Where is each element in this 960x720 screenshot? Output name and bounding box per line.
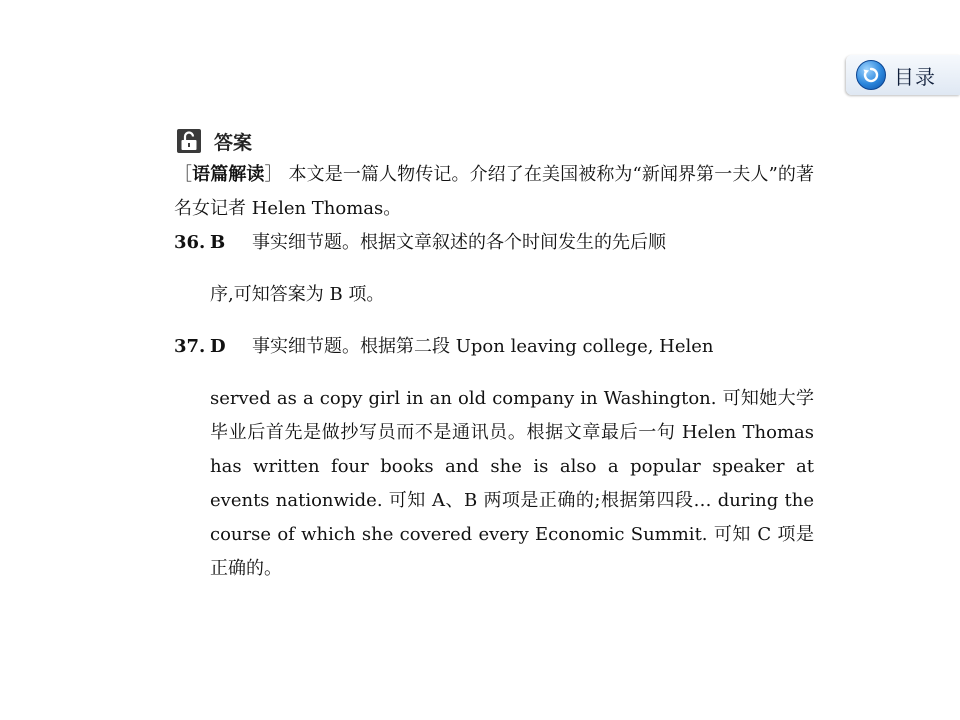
question-answer: D [210,336,226,357]
question-36 [174,226,814,312]
question-37 [174,330,814,586]
refresh-circle-icon [856,60,886,90]
passage-text: 本文是一篇人物传记。介绍了在美国被称为“新闻界第一夫人”的著名女记者 Helen Thomas。 [174,164,815,219]
answer-content [174,158,814,604]
passage-label-open: ［ [174,164,193,185]
toc-button[interactable] [846,55,960,95]
question-number: 36. [174,232,206,253]
question-explanation: 事实细节题。根据第二段 Upon leaving college, Helen [252,336,714,357]
toc-label: 目录 [894,64,936,89]
passage-label-close: ］ [264,164,283,185]
passage-summary [174,158,814,226]
question-explanation-continued: served as a copy girl in an old company in Washington. 可知她大学毕业后首先是做抄写员而不是通讯员。根据文章最后一句 Helen Thomas has written four books and she is also a popular speaker at events nationwide. 可知 A、B 两项是正确的;根据第四段… during the course of which she covered every Economic Summit. 可知 C 项是正确的。 [210,388,814,579]
question-explanation: 事实细节题。根据文章叙述的各个时间发生的先后顺 [252,232,666,253]
answer-header [176,126,252,156]
question-explanation-continued: 序,可知答案为 B 项。 [210,284,385,305]
question-number: 37. [174,336,206,357]
passage-label: 语篇解读 [192,164,265,185]
unlock-icon [176,128,202,154]
question-answer: B [210,232,226,253]
answer-title: 答案 [214,131,253,154]
